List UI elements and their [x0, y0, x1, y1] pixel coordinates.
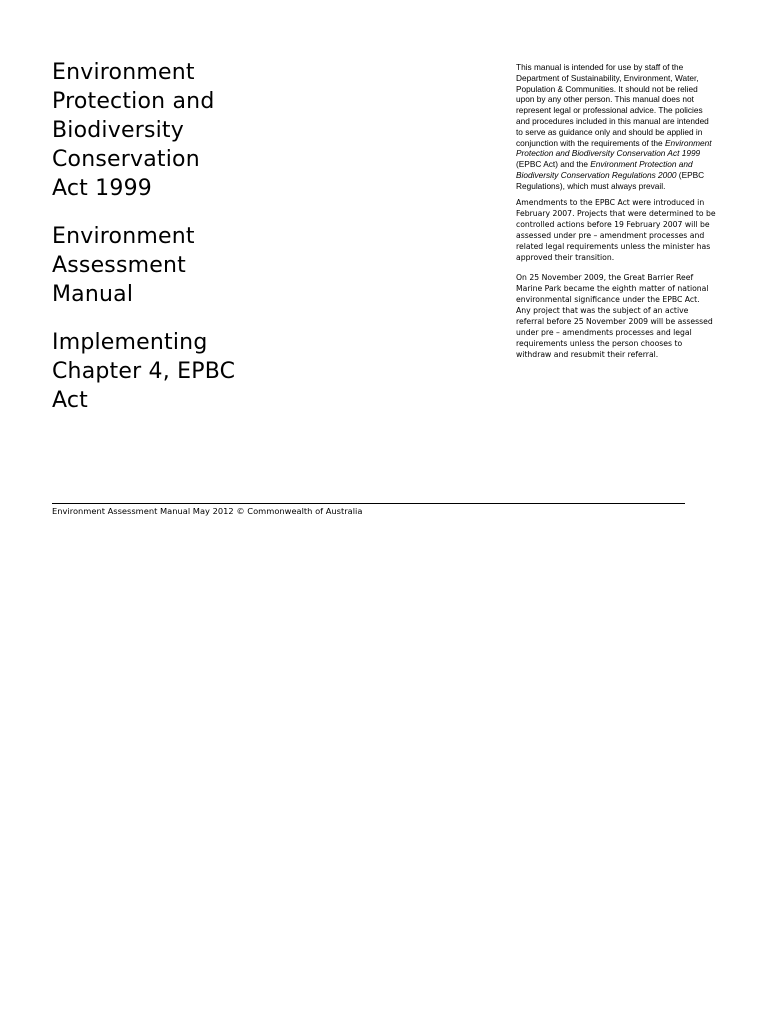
reef-note: On 25 November 2009, the Great Barrier Reef Marine Park became the eighth matter of national environmental significance under the EPBC Act. Any project that was the subject of an active referral before 25 November 2009 will be assessed under pre – amendments processes and legal requirements unless the person chooses to withdraw and resubmit their referral. — [516, 272, 713, 359]
act-title: Environment Protection and Biodiversity Conservation Act 1999 — [52, 60, 215, 201]
side-notes — [516, 62, 716, 369]
disclaimer-text-3: (EPBC Regulations), which must always prevail. — [516, 169, 705, 191]
regulations-name: Environment Protection and Biodiversity Conservation Regulations 2000 — [516, 159, 693, 180]
disclaimer-text-1: This manual is intended for use by staff of the Department of Sustainability, Environment, Water, Population & Communities. It should not be relied upon by any other person. This manual does not represent legal or professional advice. The policies and procedures included in this manual are intended to serve as guidance only and should be applied in conjunction with the requirements of the — [516, 62, 709, 148]
amendments-note: Amendments to the EPBC Act were introduced in February 2007. Projects that were determined to be controlled actions before 19 February 2007 will be assessed under pre – amendment processes and related legal requirements unless the minister has approved their transition. — [516, 197, 716, 262]
act-name: Environment Protection and Biodiversity Conservation Act 1999 — [516, 137, 712, 159]
title-block — [52, 58, 312, 434]
footer-rule — [52, 503, 685, 504]
footer-text: Environment Assessment Manual May 2012 © Commonwealth of Australia — [52, 506, 363, 516]
disclaimer-paragraph — [516, 62, 716, 192]
implementing-title: Implementing Chapter 4, EPBC Act — [52, 330, 236, 413]
disclaimer-text-2: (EPBC Act) and the — [516, 159, 591, 170]
manual-title: Environment Assessment Manual — [52, 224, 195, 307]
